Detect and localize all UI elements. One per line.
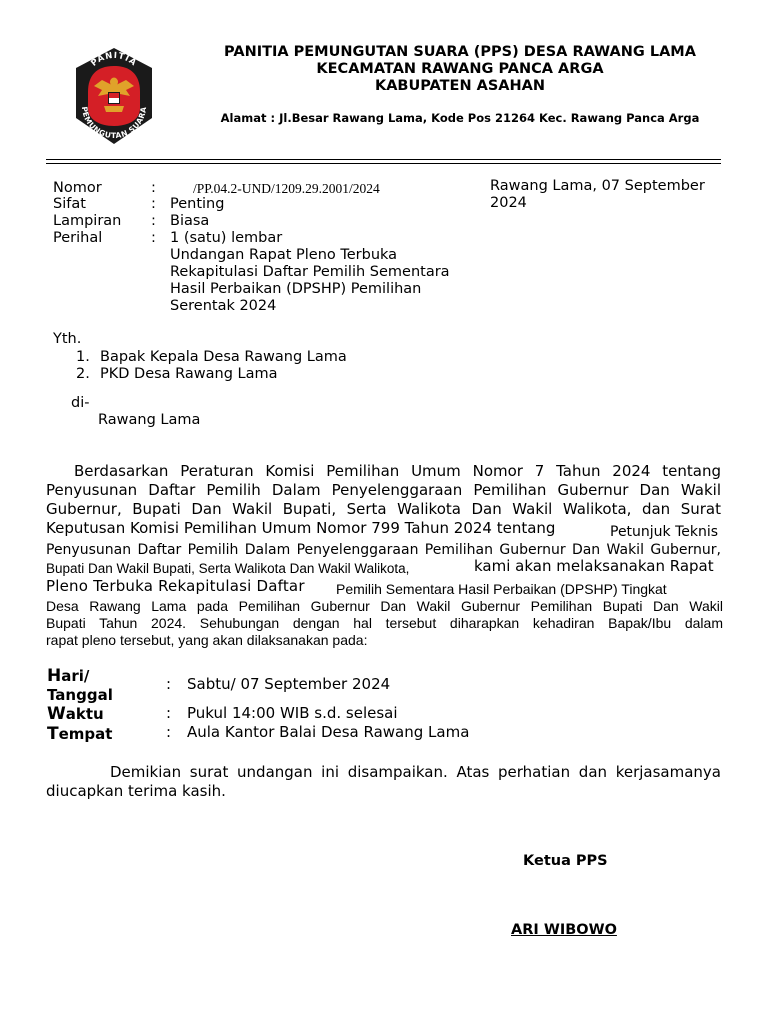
waktu-colon: : xyxy=(166,704,172,722)
svg-text:PANITIA: PANITIA xyxy=(89,50,139,69)
perihal-colon: : xyxy=(151,230,156,246)
sifat-colon: : xyxy=(151,196,156,212)
perihal-line: 1 (satu) lembar xyxy=(170,230,283,246)
hari-value: Sabtu/ 07 September 2024 xyxy=(187,675,391,693)
lampiran-colon: : xyxy=(151,213,156,229)
perihal-line: Serentak 2024 xyxy=(170,298,277,314)
body-line: rapat pleno tersebut, yang akan dilaksanakan pada: xyxy=(46,632,368,648)
tempat-label: Tempat xyxy=(47,724,113,744)
recipient-number: 1. xyxy=(76,349,90,365)
body-line: Keputusan Komisi Pemilihan Umum Nomor 799 Tahun 2024 tentang xyxy=(46,519,556,537)
letter-date-line2: 2024 xyxy=(490,195,527,211)
hari-colon: : xyxy=(166,675,172,693)
recipient-item: PKD Desa Rawang Lama xyxy=(100,366,278,382)
body-line: kami akan melaksanakan Rapat xyxy=(474,557,714,575)
di-label: di- xyxy=(71,395,90,411)
nomor-label: Nomor xyxy=(53,180,102,196)
header-line-2: KECAMATAN RAWANG PANCA ARGA xyxy=(316,61,604,77)
recipient-number: 2. xyxy=(76,366,90,382)
lampiran-label: Lampiran xyxy=(53,213,122,229)
nomor-colon: : xyxy=(151,180,156,196)
sifat-value: Penting xyxy=(170,196,225,212)
body-line: Pemilih Sementara Hasil Perbaikan (DPSHP) Tingkat xyxy=(336,581,667,597)
tempat-value: Aula Kantor Balai Desa Rawang Lama xyxy=(187,723,470,741)
body-line: Gubernur, Bupati Dan Wakil Bupati, Serta Walikota Dan Wakil Walikota, dan Surat xyxy=(46,500,721,518)
yth-label: Yth. xyxy=(53,331,82,347)
body-line: Desa Rawang Lama pada Pemilihan Gubernur Dan Wakil Gubernur Pemilihan Bupati Dan Wakil xyxy=(46,598,723,614)
hari-label: Hari/ xyxy=(47,666,90,686)
signature-name: ARI WIBOWO xyxy=(511,922,617,938)
closing-line-1: Demikian surat undangan ini disampaikan. Atas perhatian dan kerjasamanya xyxy=(110,763,721,781)
recipient-place: Rawang Lama xyxy=(98,412,201,428)
tempat-colon: : xyxy=(166,723,172,741)
perihal-line: Undangan Rapat Pleno Terbuka xyxy=(170,247,398,263)
waktu-value: Pukul 14:00 WIB s.d. selesai xyxy=(187,704,398,722)
body-line: Penyusunan Daftar Pemilih Dalam Penyelenggaraan Pemilihan Gubernur Dan Wakil xyxy=(46,481,721,499)
waktu-label: Waktu xyxy=(47,704,104,724)
kpu-logo xyxy=(72,46,156,146)
header-line-3: KABUPATEN ASAHAN xyxy=(374,78,546,94)
header-divider-thick xyxy=(46,159,721,160)
letter-date-line1: Rawang Lama, 07 September xyxy=(490,178,705,194)
recipient-item: Bapak Kepala Desa Rawang Lama xyxy=(100,349,347,365)
header-address: Alamat : Jl.Besar Rawang Lama, Kode Pos 21264 Kec. Rawang Panca Arga xyxy=(220,111,700,125)
lampiran-value: Biasa xyxy=(170,213,210,229)
perihal-label: Perihal xyxy=(53,230,103,246)
header-line-1: PANITIA PEMUNGUTAN SUARA (PPS) DESA RAWANG LAMA xyxy=(224,44,696,60)
body-line: Berdasarkan Peraturan Komisi Pemilihan Umum Nomor 7 Tahun 2024 tentang xyxy=(74,462,721,480)
header-divider-thin xyxy=(46,163,721,164)
perihal-line: Hasil Perbaikan (DPSHP) Pemilihan xyxy=(170,281,422,297)
logo-svg xyxy=(72,46,156,146)
svg-text:PEMUNGUTAN SUARA: PEMUNGUTAN SUARA xyxy=(79,105,149,141)
body-line: Bupati Dan Wakil Bupati, Serta Walikota Dan Wakil Walikota, xyxy=(46,561,410,576)
tanggal-label: Tanggal xyxy=(47,686,113,704)
body-line: Penyusunan Daftar Pemilih Dalam Penyelenggaraan Pemilihan Gubernur Dan Wakil Gubernur, xyxy=(46,542,721,558)
signature-title: Ketua PPS xyxy=(523,853,608,869)
closing-line-2: diucapkan terima kasih. xyxy=(46,782,226,800)
sifat-label: Sifat xyxy=(53,196,86,212)
body-line: Petunjuk Teknis xyxy=(610,524,719,540)
body-line: Pleno Terbuka Rekapitulasi Daftar xyxy=(46,577,305,595)
nomor-value: /PP.04.2-UND/1209.29.2001/2024 xyxy=(193,181,380,196)
perihal-line: Rekapitulasi Daftar Pemilih Sementara xyxy=(170,264,450,280)
body-line: Bupati Tahun 2024. Sehubungan dengan hal tersebut diharapkan kehadiran Bapak/Ibu dalam xyxy=(46,615,723,631)
